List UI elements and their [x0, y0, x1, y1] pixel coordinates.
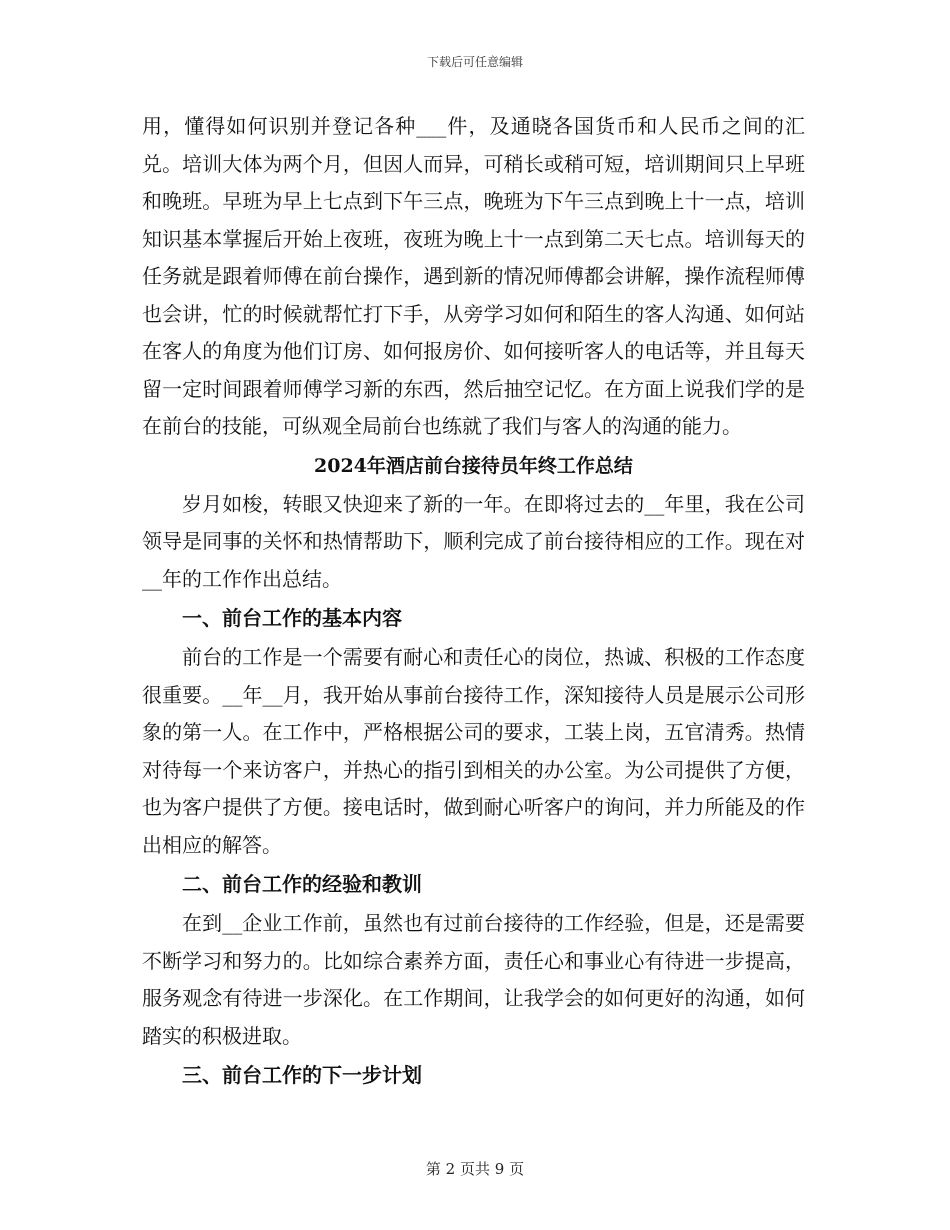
page-header: 下载后可任意编辑: [426, 55, 523, 69]
paragraph-continued: 用，懂得如何识别并登记各种___件，及通晓各国货币和人民币之间的汇兑。培训大体为两个月，但因人而异，可稍长或稍可短，培训期间只上早班和晚班。早班为早上七点到下午三点，晚班为下午三点到晚上十一点，培训知识基本掌握后开始上夜班，夜班为晚上十一点到第二天七点。培训每天的任务就是跟着师傅在前台操作，遇到新的情况师傅都会讲解，操作流程师傅也会讲，忙的时候就帮忙打下手，从旁学习如何和陌生的客人沟通、如何站在客人的角度为他们订房、如何报房价、如何接听客人的电话等，并且每天留一定时间跟着师傅学习新的东西，然后抽空记忆。在方面上说我们学的是在前台的技能，可纵观全局前台也练就了我们与客人的沟通的能力。: [142, 114, 805, 438]
paragraph-experience: 在到__企业工作前，虽然也有过前台接待的工作经验，但是，还是需要不断学习和努力的。比如综合素养方面，责任心和事业心有待进一步提高，服务观念有待进一步深化。在工作期间，让我学会的如何更好的沟通，如何踏实的积极进取。: [142, 911, 805, 1048]
heading-experience: 二、前台工作的经验和教训: [182, 872, 422, 896]
section-title: 2024年酒店前台接待员年终工作总结: [314, 454, 633, 477]
paragraph-basic-content: 前台的工作是一个需要有耐心和责任心的岗位，热诚、积极的工作态度很重要。__年__月，我开始从事前台接待工作，深知接待人员是展示公司形象的第一人。在工作中，严格根据公司的要求，工装上岗，五官清秀。热情对待每一个来访客户，并热心的指引到相关的办公室。为公司提供了方便，也为客户提供了方便。接电话时，做到耐心听客户的询问，并力所能及的作出相应的解答。: [142, 645, 805, 857]
heading-next-plan: 三、前台工作的下一步计划: [182, 1063, 422, 1087]
heading-basic-content: 一、前台工作的基本内容: [182, 606, 402, 630]
paragraph-intro: 岁月如梭，转眼又快迎来了新的一年。在即将过去的__年里，我在公司领导是同事的关怀和热情帮助下，顺利完成了前台接待相应的工作。现在对__年的工作作出总结。: [142, 491, 805, 591]
document-body: [142, 108, 805, 1096]
page-footer: 第 2 页共 9 页: [425, 1160, 525, 1178]
